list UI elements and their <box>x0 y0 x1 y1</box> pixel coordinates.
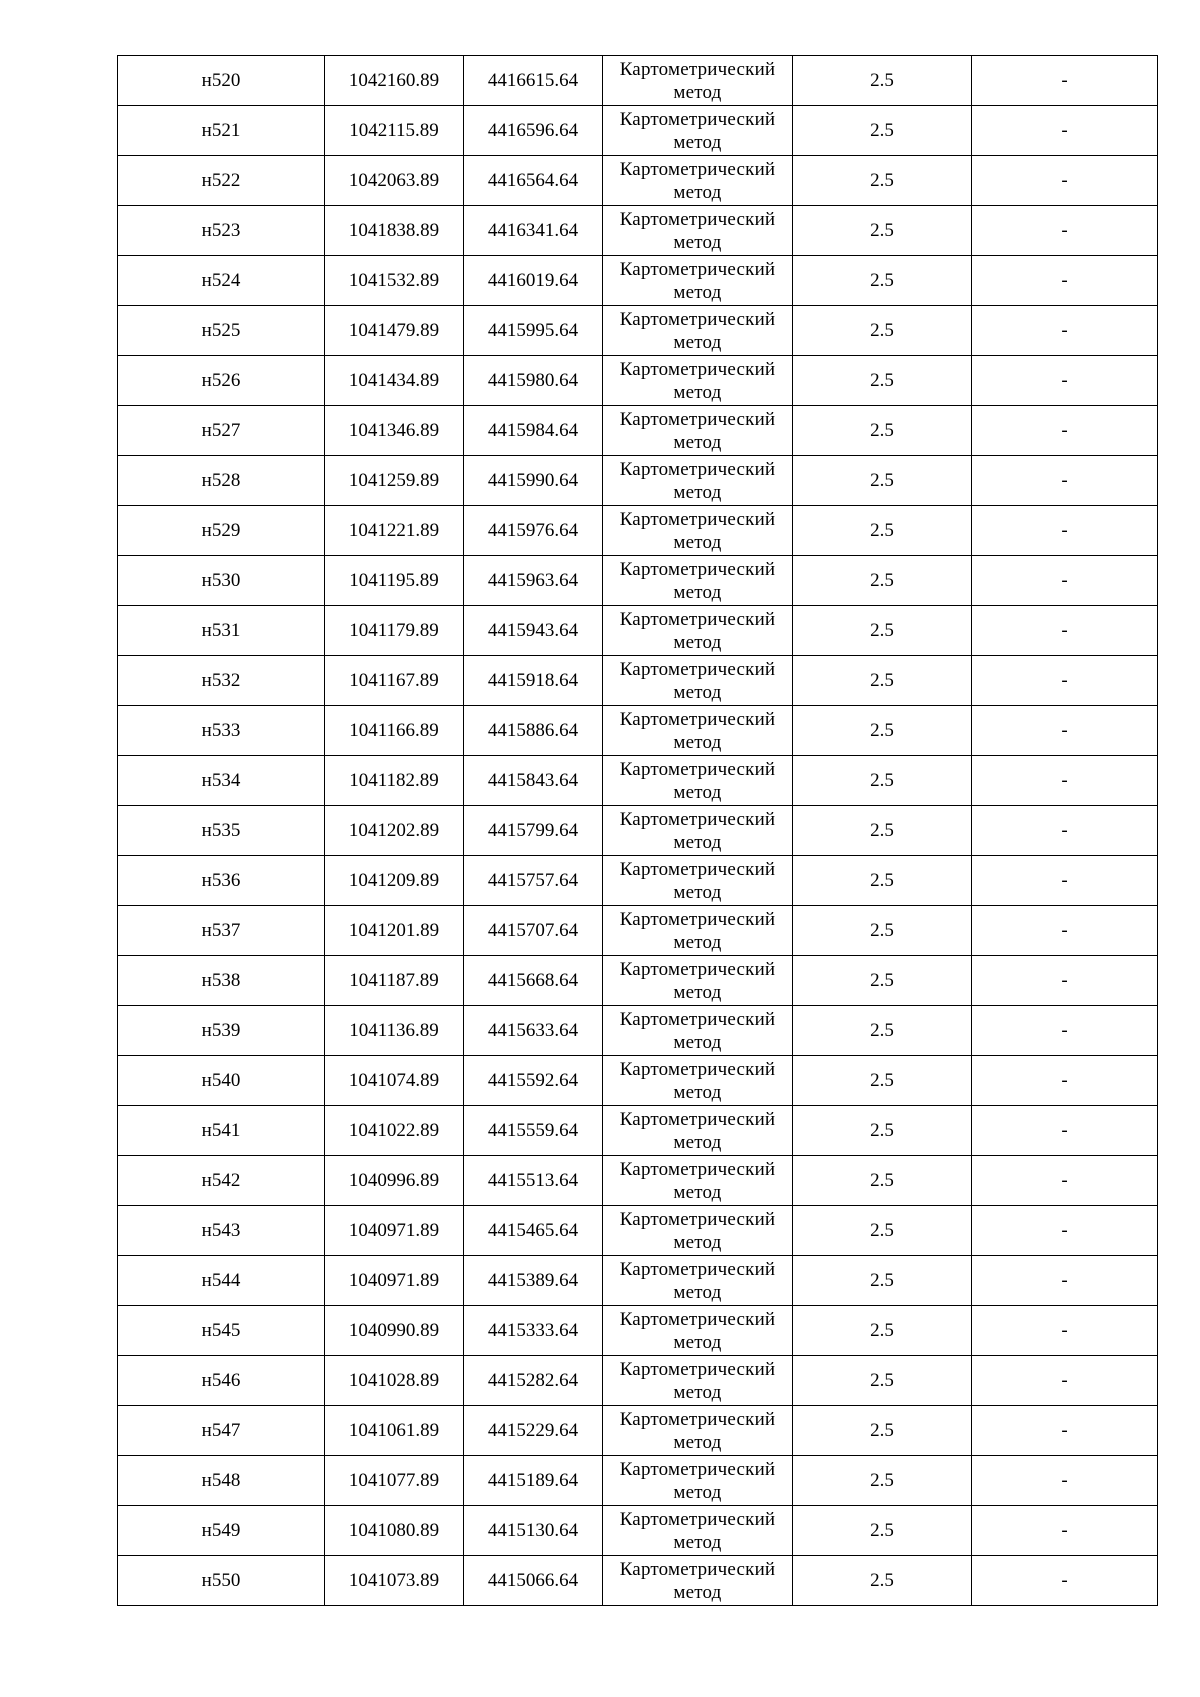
method-cell <box>603 1056 793 1106</box>
note-cell: - <box>972 556 1158 606</box>
point-name-cell: н545 <box>118 1306 325 1356</box>
method-line-1: Картометрический <box>619 308 776 330</box>
point-name-cell: н535 <box>118 806 325 856</box>
y-coordinate-cell: 4415799.64 <box>464 806 603 856</box>
accuracy-cell: 2.5 <box>793 56 972 106</box>
table-row <box>118 56 1158 106</box>
point-name-cell: н531 <box>118 606 325 656</box>
method-cell <box>603 1506 793 1556</box>
accuracy-cell: 2.5 <box>793 506 972 556</box>
accuracy-cell: 2.5 <box>793 1056 972 1106</box>
accuracy-cell: 2.5 <box>793 1206 972 1256</box>
method-line-2: метод <box>673 81 722 103</box>
table-row <box>118 206 1158 256</box>
accuracy-cell: 2.5 <box>793 756 972 806</box>
note-cell: - <box>972 256 1158 306</box>
accuracy-cell: 2.5 <box>793 456 972 506</box>
method-line-1: Картометрический <box>619 1358 776 1380</box>
note-cell: - <box>972 1056 1158 1106</box>
note-cell: - <box>972 1006 1158 1056</box>
method-line-2: метод <box>673 781 722 803</box>
method-line-2: метод <box>673 1181 722 1203</box>
method-line-1: Картометрический <box>619 1258 776 1280</box>
x-coordinate-cell: 1040990.89 <box>325 1306 464 1356</box>
accuracy-cell: 2.5 <box>793 1506 972 1556</box>
method-line-2: метод <box>673 1431 722 1453</box>
method-line-1: Картометрический <box>619 958 776 980</box>
accuracy-cell: 2.5 <box>793 1456 972 1506</box>
table-row <box>118 106 1158 156</box>
table-row <box>118 956 1158 1006</box>
accuracy-cell: 2.5 <box>793 1156 972 1206</box>
y-coordinate-cell: 4415633.64 <box>464 1006 603 1056</box>
x-coordinate-cell: 1041080.89 <box>325 1506 464 1556</box>
x-coordinate-cell: 1041532.89 <box>325 256 464 306</box>
y-coordinate-cell: 4416615.64 <box>464 56 603 106</box>
point-name-cell: н528 <box>118 456 325 506</box>
accuracy-cell: 2.5 <box>793 1406 972 1456</box>
accuracy-cell: 2.5 <box>793 1306 972 1356</box>
method-line-1: Картометрический <box>619 458 776 480</box>
accuracy-cell: 2.5 <box>793 856 972 906</box>
method-line-1: Картометрический <box>619 1308 776 1330</box>
method-cell <box>603 1006 793 1056</box>
method-line-2: метод <box>673 481 722 503</box>
method-line-1: Картометрический <box>619 558 776 580</box>
accuracy-cell: 2.5 <box>793 906 972 956</box>
accuracy-cell: 2.5 <box>793 1356 972 1406</box>
accuracy-cell: 2.5 <box>793 1256 972 1306</box>
table-row <box>118 1456 1158 1506</box>
method-line-2: метод <box>673 581 722 603</box>
method-line-2: метод <box>673 1381 722 1403</box>
note-cell: - <box>972 656 1158 706</box>
y-coordinate-cell: 4415668.64 <box>464 956 603 1006</box>
y-coordinate-cell: 4416564.64 <box>464 156 603 206</box>
y-coordinate-cell: 4415707.64 <box>464 906 603 956</box>
method-line-1: Картометрический <box>619 658 776 680</box>
method-cell <box>603 506 793 556</box>
x-coordinate-cell: 1040971.89 <box>325 1256 464 1306</box>
point-name-cell: н529 <box>118 506 325 556</box>
accuracy-cell: 2.5 <box>793 406 972 456</box>
note-cell: - <box>972 106 1158 156</box>
method-cell <box>603 206 793 256</box>
table-row <box>118 406 1158 456</box>
method-line-2: метод <box>673 1281 722 1303</box>
y-coordinate-cell: 4415333.64 <box>464 1306 603 1356</box>
method-line-2: метод <box>673 1081 722 1103</box>
method-cell <box>603 306 793 356</box>
point-name-cell: н527 <box>118 406 325 456</box>
x-coordinate-cell: 1041136.89 <box>325 1006 464 1056</box>
note-cell: - <box>972 1156 1158 1206</box>
point-name-cell: н540 <box>118 1056 325 1106</box>
point-name-cell: н520 <box>118 56 325 106</box>
y-coordinate-cell: 4415918.64 <box>464 656 603 706</box>
method-line-1: Картометрический <box>619 1008 776 1030</box>
table-row <box>118 856 1158 906</box>
point-name-cell: н549 <box>118 1506 325 1556</box>
y-coordinate-cell: 4415389.64 <box>464 1256 603 1306</box>
method-line-1: Картометрический <box>619 258 776 280</box>
point-name-cell: н530 <box>118 556 325 606</box>
point-name-cell: н537 <box>118 906 325 956</box>
method-line-2: метод <box>673 681 722 703</box>
method-cell <box>603 706 793 756</box>
method-cell <box>603 956 793 1006</box>
accuracy-cell: 2.5 <box>793 656 972 706</box>
method-line-2: метод <box>673 181 722 203</box>
method-cell <box>603 406 793 456</box>
y-coordinate-cell: 4415559.64 <box>464 1106 603 1156</box>
note-cell: - <box>972 156 1158 206</box>
x-coordinate-cell: 1041434.89 <box>325 356 464 406</box>
note-cell: - <box>972 1456 1158 1506</box>
point-name-cell: н532 <box>118 656 325 706</box>
x-coordinate-cell: 1041077.89 <box>325 1456 464 1506</box>
method-cell <box>603 606 793 656</box>
table-row <box>118 1256 1158 1306</box>
y-coordinate-cell: 4415843.64 <box>464 756 603 806</box>
point-name-cell: н523 <box>118 206 325 256</box>
note-cell: - <box>972 1556 1158 1606</box>
x-coordinate-cell: 1041195.89 <box>325 556 464 606</box>
note-cell: - <box>972 206 1158 256</box>
table-row <box>118 1306 1158 1356</box>
accuracy-cell: 2.5 <box>793 356 972 406</box>
method-line-2: метод <box>673 431 722 453</box>
x-coordinate-cell: 1041209.89 <box>325 856 464 906</box>
method-line-1: Картометрический <box>619 108 776 130</box>
x-coordinate-cell: 1041073.89 <box>325 1556 464 1606</box>
table-row <box>118 356 1158 406</box>
note-cell: - <box>972 1256 1158 1306</box>
note-cell: - <box>972 1306 1158 1356</box>
method-line-1: Картометрический <box>619 158 776 180</box>
method-cell <box>603 806 793 856</box>
table-row <box>118 1106 1158 1156</box>
note-cell: - <box>972 1356 1158 1406</box>
x-coordinate-cell: 1041179.89 <box>325 606 464 656</box>
point-name-cell: н522 <box>118 156 325 206</box>
method-line-2: метод <box>673 731 722 753</box>
method-line-2: метод <box>673 1481 722 1503</box>
method-line-1: Картометрический <box>619 508 776 530</box>
method-line-2: метод <box>673 931 722 953</box>
note-cell: - <box>972 1506 1158 1556</box>
method-line-2: метод <box>673 831 722 853</box>
x-coordinate-cell: 1042063.89 <box>325 156 464 206</box>
accuracy-cell: 2.5 <box>793 956 972 1006</box>
method-cell <box>603 1206 793 1256</box>
x-coordinate-cell: 1041479.89 <box>325 306 464 356</box>
x-coordinate-cell: 1041061.89 <box>325 1406 464 1456</box>
note-cell: - <box>972 506 1158 556</box>
point-name-cell: н539 <box>118 1006 325 1056</box>
x-coordinate-cell: 1041838.89 <box>325 206 464 256</box>
table-row <box>118 156 1158 206</box>
method-line-2: метод <box>673 281 722 303</box>
point-name-cell: н536 <box>118 856 325 906</box>
method-cell <box>603 356 793 406</box>
method-line-1: Картометрический <box>619 1208 776 1230</box>
coordinates-table <box>117 55 1158 1606</box>
x-coordinate-cell: 1041182.89 <box>325 756 464 806</box>
x-coordinate-cell: 1042115.89 <box>325 106 464 156</box>
accuracy-cell: 2.5 <box>793 156 972 206</box>
point-name-cell: н526 <box>118 356 325 406</box>
method-line-2: метод <box>673 1031 722 1053</box>
point-name-cell: н525 <box>118 306 325 356</box>
table-row <box>118 756 1158 806</box>
x-coordinate-cell: 1041074.89 <box>325 1056 464 1106</box>
table-row <box>118 1156 1158 1206</box>
accuracy-cell: 2.5 <box>793 306 972 356</box>
method-line-1: Картометрический <box>619 208 776 230</box>
method-line-1: Картометрический <box>619 1108 776 1130</box>
point-name-cell: н547 <box>118 1406 325 1456</box>
note-cell: - <box>972 706 1158 756</box>
table-row <box>118 1556 1158 1606</box>
x-coordinate-cell: 1041167.89 <box>325 656 464 706</box>
x-coordinate-cell: 1040996.89 <box>325 1156 464 1206</box>
note-cell: - <box>972 456 1158 506</box>
method-line-1: Картометрический <box>619 908 776 930</box>
point-name-cell: н541 <box>118 1106 325 1156</box>
method-cell <box>603 756 793 806</box>
table-row <box>118 656 1158 706</box>
y-coordinate-cell: 4415963.64 <box>464 556 603 606</box>
note-cell: - <box>972 306 1158 356</box>
point-name-cell: н521 <box>118 106 325 156</box>
table-row <box>118 906 1158 956</box>
y-coordinate-cell: 4415990.64 <box>464 456 603 506</box>
table-row <box>118 456 1158 506</box>
method-line-2: метод <box>673 881 722 903</box>
method-cell <box>603 1456 793 1506</box>
method-line-2: метод <box>673 331 722 353</box>
method-line-1: Картометрический <box>619 1558 776 1580</box>
accuracy-cell: 2.5 <box>793 1556 972 1606</box>
table-row <box>118 606 1158 656</box>
method-cell <box>603 1256 793 1306</box>
accuracy-cell: 2.5 <box>793 1106 972 1156</box>
x-coordinate-cell: 1041166.89 <box>325 706 464 756</box>
y-coordinate-cell: 4415943.64 <box>464 606 603 656</box>
method-line-2: метод <box>673 1231 722 1253</box>
table-row <box>118 256 1158 306</box>
method-line-1: Картометрический <box>619 608 776 630</box>
method-line-1: Картометрический <box>619 1508 776 1530</box>
note-cell: - <box>972 756 1158 806</box>
y-coordinate-cell: 4416596.64 <box>464 106 603 156</box>
method-cell <box>603 1306 793 1356</box>
y-coordinate-cell: 4415976.64 <box>464 506 603 556</box>
method-line-1: Картометрический <box>619 408 776 430</box>
method-cell <box>603 906 793 956</box>
method-cell <box>603 56 793 106</box>
x-coordinate-cell: 1041028.89 <box>325 1356 464 1406</box>
y-coordinate-cell: 4415130.64 <box>464 1506 603 1556</box>
x-coordinate-cell: 1042160.89 <box>325 56 464 106</box>
note-cell: - <box>972 356 1158 406</box>
accuracy-cell: 2.5 <box>793 606 972 656</box>
y-coordinate-cell: 4415980.64 <box>464 356 603 406</box>
x-coordinate-cell: 1041201.89 <box>325 906 464 956</box>
accuracy-cell: 2.5 <box>793 206 972 256</box>
point-name-cell: н533 <box>118 706 325 756</box>
method-cell <box>603 106 793 156</box>
method-line-1: Картометрический <box>619 708 776 730</box>
x-coordinate-cell: 1041259.89 <box>325 456 464 506</box>
method-cell <box>603 856 793 906</box>
method-cell <box>603 1106 793 1156</box>
method-cell <box>603 1556 793 1606</box>
method-line-1: Картометрический <box>619 358 776 380</box>
accuracy-cell: 2.5 <box>793 556 972 606</box>
table-row <box>118 1006 1158 1056</box>
method-line-2: метод <box>673 1531 722 1553</box>
table-row <box>118 1356 1158 1406</box>
point-name-cell: н524 <box>118 256 325 306</box>
table-row <box>118 1206 1158 1256</box>
method-cell <box>603 1356 793 1406</box>
accuracy-cell: 2.5 <box>793 806 972 856</box>
method-line-2: метод <box>673 381 722 403</box>
table-row <box>118 506 1158 556</box>
y-coordinate-cell: 4415229.64 <box>464 1406 603 1456</box>
x-coordinate-cell: 1041221.89 <box>325 506 464 556</box>
method-line-2: метод <box>673 631 722 653</box>
y-coordinate-cell: 4415282.64 <box>464 1356 603 1406</box>
accuracy-cell: 2.5 <box>793 1006 972 1056</box>
table-row <box>118 806 1158 856</box>
method-line-1: Картометрический <box>619 858 776 880</box>
method-line-2: метод <box>673 231 722 253</box>
point-name-cell: н534 <box>118 756 325 806</box>
x-coordinate-cell: 1041346.89 <box>325 406 464 456</box>
method-line-2: метод <box>673 531 722 553</box>
method-cell <box>603 256 793 306</box>
table-row <box>118 1056 1158 1106</box>
y-coordinate-cell: 4416341.64 <box>464 206 603 256</box>
method-cell <box>603 1406 793 1456</box>
method-cell <box>603 456 793 506</box>
note-cell: - <box>972 1206 1158 1256</box>
table-row <box>118 556 1158 606</box>
y-coordinate-cell: 4415984.64 <box>464 406 603 456</box>
note-cell: - <box>972 56 1158 106</box>
note-cell: - <box>972 956 1158 1006</box>
table-row <box>118 1406 1158 1456</box>
y-coordinate-cell: 4415066.64 <box>464 1556 603 1606</box>
point-name-cell: н544 <box>118 1256 325 1306</box>
table-row <box>118 706 1158 756</box>
method-line-1: Картометрический <box>619 1058 776 1080</box>
method-line-1: Картометрический <box>619 758 776 780</box>
x-coordinate-cell: 1040971.89 <box>325 1206 464 1256</box>
y-coordinate-cell: 4415886.64 <box>464 706 603 756</box>
method-cell <box>603 556 793 606</box>
method-cell <box>603 156 793 206</box>
method-line-2: метод <box>673 1581 722 1603</box>
coordinates-table-body <box>118 56 1158 1606</box>
note-cell: - <box>972 806 1158 856</box>
y-coordinate-cell: 4415757.64 <box>464 856 603 906</box>
accuracy-cell: 2.5 <box>793 256 972 306</box>
method-cell <box>603 656 793 706</box>
note-cell: - <box>972 856 1158 906</box>
method-line-2: метод <box>673 1131 722 1153</box>
table-row <box>118 306 1158 356</box>
x-coordinate-cell: 1041187.89 <box>325 956 464 1006</box>
method-line-2: метод <box>673 981 722 1003</box>
accuracy-cell: 2.5 <box>793 706 972 756</box>
y-coordinate-cell: 4416019.64 <box>464 256 603 306</box>
note-cell: - <box>972 406 1158 456</box>
point-name-cell: н546 <box>118 1356 325 1406</box>
note-cell: - <box>972 1106 1158 1156</box>
point-name-cell: н538 <box>118 956 325 1006</box>
method-line-1: Картометрический <box>619 58 776 80</box>
method-line-1: Картометрический <box>619 1158 776 1180</box>
point-name-cell: н548 <box>118 1456 325 1506</box>
y-coordinate-cell: 4415189.64 <box>464 1456 603 1506</box>
y-coordinate-cell: 4415592.64 <box>464 1056 603 1106</box>
method-line-2: метод <box>673 1331 722 1353</box>
method-line-1: Картометрический <box>619 808 776 830</box>
note-cell: - <box>972 1406 1158 1456</box>
y-coordinate-cell: 4415465.64 <box>464 1206 603 1256</box>
method-line-1: Картометрический <box>619 1408 776 1430</box>
method-line-1: Картометрический <box>619 1458 776 1480</box>
accuracy-cell: 2.5 <box>793 106 972 156</box>
note-cell: - <box>972 906 1158 956</box>
x-coordinate-cell: 1041202.89 <box>325 806 464 856</box>
y-coordinate-cell: 4415513.64 <box>464 1156 603 1206</box>
x-coordinate-cell: 1041022.89 <box>325 1106 464 1156</box>
table-row <box>118 1506 1158 1556</box>
method-line-2: метод <box>673 131 722 153</box>
note-cell: - <box>972 606 1158 656</box>
method-cell <box>603 1156 793 1206</box>
y-coordinate-cell: 4415995.64 <box>464 306 603 356</box>
point-name-cell: н542 <box>118 1156 325 1206</box>
point-name-cell: н550 <box>118 1556 325 1606</box>
point-name-cell: н543 <box>118 1206 325 1256</box>
